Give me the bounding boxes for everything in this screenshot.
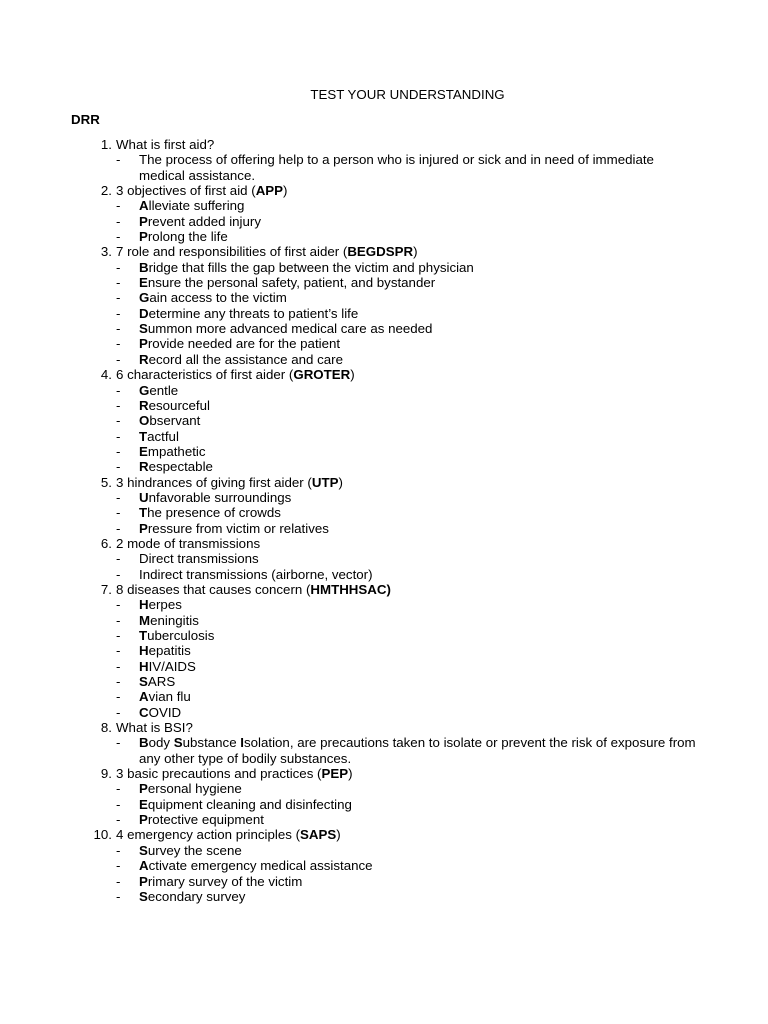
answer-item <box>0 490 699 505</box>
bold-text: P <box>139 229 148 245</box>
answer-item <box>0 613 699 628</box>
answer-item <box>0 505 699 520</box>
page-title: TEST YOUR UNDERSTANDING <box>310 87 505 102</box>
dash-bullet: - <box>116 428 121 444</box>
text-run: quipment cleaning and disinfecting <box>147 796 352 812</box>
text-run: ody <box>148 735 174 751</box>
text-run: 3 objectives of first aid ( <box>116 183 256 199</box>
bold-text: E <box>139 275 148 291</box>
answer-item <box>0 597 699 612</box>
text-run: esourceful <box>148 397 210 413</box>
text-run: ummon more advanced medical care as needed <box>147 321 433 337</box>
dash-bullet: - <box>116 413 121 429</box>
text-run: Indirect transmissions (airborne, vector) <box>139 566 373 582</box>
dash-bullet: - <box>116 796 121 812</box>
question-item <box>0 367 768 382</box>
bold-text: S <box>139 674 148 690</box>
question-number: 9. <box>100 766 112 782</box>
bold-text: PEP <box>321 766 349 782</box>
text-run: 8 diseases that causes concern ( <box>116 581 311 597</box>
answer-item <box>0 797 699 812</box>
text-run: erpes <box>148 597 182 613</box>
answer-item <box>0 413 699 428</box>
bold-text: I <box>240 735 244 751</box>
text-run: entle <box>149 382 179 398</box>
dash-bullet: - <box>116 689 121 705</box>
text-run: 3 hindrances of giving first aider ( <box>116 474 312 490</box>
bold-text: S <box>139 888 148 904</box>
question-number: 1. <box>100 137 112 152</box>
text-run: 3 basic precautions and practices ( <box>116 766 322 782</box>
text-run: 7 role and responsibilities of first aider ( <box>116 244 348 260</box>
bold-text: T <box>139 628 148 643</box>
section-heading: DRR <box>71 112 100 127</box>
text-run: actful <box>147 428 179 444</box>
answer-item <box>0 275 699 290</box>
bold-text: APP <box>255 183 284 199</box>
bold-text: R <box>139 459 149 475</box>
answer-item <box>0 889 699 904</box>
dash-bullet: - <box>116 321 121 337</box>
bold-text: G <box>139 382 150 398</box>
bold-text: A <box>139 198 149 214</box>
bold-text: UTP <box>311 474 339 490</box>
text-run: ) <box>413 244 418 260</box>
text-run: ridge that fills the gap between the victim and physician <box>148 259 474 275</box>
dash-bullet: - <box>116 213 121 229</box>
question-number: 2. <box>100 183 112 199</box>
text-run: urvey the scene <box>147 842 242 858</box>
bold-text: A <box>139 689 149 705</box>
bold-text: H <box>139 597 149 613</box>
question-item <box>0 137 768 152</box>
dash-bullet: - <box>116 612 121 628</box>
bold-text: E <box>139 796 148 812</box>
text-run: ressure from victim or relatives <box>147 520 329 536</box>
answer-item <box>0 429 699 444</box>
dash-bullet: - <box>116 674 121 690</box>
dash-bullet: - <box>116 842 121 858</box>
dash-bullet: - <box>116 459 121 475</box>
bold-text: H <box>139 658 149 674</box>
bold-text: B <box>139 735 149 751</box>
text-run: epatitis <box>148 643 191 659</box>
bold-text: HMTHHSAC) <box>310 581 391 597</box>
answer-item <box>0 214 699 229</box>
bold-text: BEGDSPR <box>347 244 414 260</box>
dash-bullet: - <box>116 505 121 521</box>
answer-item <box>0 444 699 459</box>
text-run: OVID <box>148 704 182 720</box>
answer-item <box>0 336 699 351</box>
text-run: ) <box>348 766 353 782</box>
text-run: ctivate emergency medical assistance <box>148 858 373 874</box>
answer-item <box>0 306 699 321</box>
text-run: ain access to the victim <box>149 290 287 306</box>
bold-text: P <box>139 213 148 229</box>
text-run: ARS <box>147 674 176 690</box>
answer-item <box>0 321 699 336</box>
answer-item <box>0 383 699 398</box>
question-item <box>0 720 768 735</box>
answer-item <box>0 643 699 658</box>
answer-item <box>0 398 699 413</box>
bold-text: T <box>139 505 148 521</box>
dash-bullet: - <box>116 275 121 291</box>
question-number: 7. <box>100 581 112 597</box>
answer-item <box>0 260 699 275</box>
bold-text: C <box>139 704 149 720</box>
text-run: revent added injury <box>147 213 261 229</box>
text-run: What is BSI? <box>116 720 193 736</box>
answer-item <box>0 521 699 536</box>
answer-item <box>0 689 699 704</box>
dash-bullet: - <box>116 873 121 889</box>
dash-bullet: - <box>116 704 121 720</box>
bold-text: P <box>139 520 148 536</box>
question-item <box>0 183 768 198</box>
answer-item <box>0 843 699 858</box>
question-item <box>0 536 768 551</box>
bold-text: R <box>139 397 149 413</box>
text-run: rimary survey of the victim <box>147 873 303 889</box>
answer-item <box>0 628 699 643</box>
question-item <box>0 475 768 490</box>
question-item <box>0 582 768 597</box>
text-run: mpathetic <box>147 443 206 459</box>
text-run: he presence of crowds <box>147 505 281 521</box>
dash-bullet: - <box>116 566 121 582</box>
answer-item <box>0 229 699 244</box>
bold-text: E <box>139 443 148 459</box>
dash-bullet: - <box>116 336 121 352</box>
bold-text: P <box>139 873 148 889</box>
text-run: econdary survey <box>147 888 246 904</box>
answer-item <box>0 352 699 367</box>
answer-item <box>0 874 699 889</box>
text-run: ecord all the assistance and care <box>148 351 344 367</box>
text-run: uberculosis <box>147 628 215 643</box>
text-run: rotective equipment <box>147 812 264 828</box>
answer-item <box>0 781 699 796</box>
dash-bullet: - <box>116 397 121 413</box>
dash-bullet: - <box>116 658 121 674</box>
text-run: ) <box>338 474 343 490</box>
question-number: 6. <box>100 535 112 551</box>
dash-bullet: - <box>116 812 121 828</box>
bold-text: S <box>139 321 148 337</box>
answer-item <box>0 735 699 766</box>
dash-bullet: - <box>116 643 121 659</box>
text-run: ersonal hygiene <box>147 781 242 797</box>
text-run: 2 mode of transmissions <box>116 535 261 551</box>
bold-text: S <box>173 735 183 751</box>
bold-text: G <box>139 290 150 306</box>
bold-text: U <box>139 489 149 505</box>
text-run: solation, are precautions taken to isolate or prevent the risk of exposure from any other type of bodily substances. <box>139 735 696 766</box>
question-number: 3. <box>100 244 112 260</box>
dash-bullet: - <box>116 198 121 214</box>
question-number: 4. <box>100 367 112 383</box>
answer-item <box>0 152 699 183</box>
dash-bullet: - <box>116 305 121 321</box>
question-item <box>0 827 768 842</box>
bold-text: T <box>139 428 148 444</box>
bold-text: A <box>139 858 149 874</box>
dash-bullet: - <box>116 489 121 505</box>
text-run: What is first aid? <box>116 137 215 152</box>
bold-text: R <box>139 351 149 367</box>
bold-text: P <box>139 781 148 797</box>
answer-item <box>0 459 699 474</box>
dash-bullet: - <box>116 520 121 536</box>
question-item <box>0 244 768 259</box>
answer-item <box>0 198 699 213</box>
dash-bullet: - <box>116 735 121 751</box>
text-run: IV/AIDS <box>148 658 196 674</box>
dash-bullet: - <box>116 351 121 367</box>
answer-item <box>0 551 699 566</box>
answer-item <box>0 705 699 720</box>
bold-text: M <box>139 612 151 628</box>
text-run: 4 emergency action principles ( <box>116 827 301 843</box>
dash-bullet: - <box>116 382 121 398</box>
text-run: ubstance <box>182 735 241 751</box>
dash-bullet: - <box>116 628 121 643</box>
bold-text: P <box>139 336 148 352</box>
answer-item <box>0 659 699 674</box>
text-run: nfavorable surroundings <box>148 489 292 505</box>
text-run: The process of offering help to a person who is injured or sick and in need of immediate medical assistance. <box>139 152 654 183</box>
bold-text: GROTER <box>293 367 351 383</box>
text-run: bservant <box>149 413 201 429</box>
bold-text: H <box>139 643 149 659</box>
bold-text: B <box>139 259 149 275</box>
text-run: eningitis <box>150 612 199 628</box>
dash-bullet: - <box>116 290 121 306</box>
text-run: rolong the life <box>147 229 228 245</box>
answer-item <box>0 858 699 873</box>
text-run: espectable <box>148 459 213 475</box>
answer-item <box>0 812 699 827</box>
question-list <box>0 137 768 904</box>
dash-bullet: - <box>116 551 121 567</box>
answer-item <box>0 674 699 689</box>
dash-bullet: - <box>116 888 121 904</box>
answer-item <box>0 567 699 582</box>
dash-bullet: - <box>116 781 121 797</box>
text-run: etermine any threats to patient’s life <box>148 305 359 321</box>
question-item <box>0 766 768 781</box>
text-run: ) <box>336 827 341 843</box>
question-number: 8. <box>100 720 112 736</box>
text-run: ) <box>350 367 355 383</box>
dash-bullet: - <box>116 443 121 459</box>
question-number: 10. <box>93 827 112 843</box>
answer-item <box>0 290 699 305</box>
text-run: rovide needed are for the patient <box>147 336 341 352</box>
text-run: vian flu <box>148 689 191 705</box>
text-run: nsure the personal safety, patient, and bystander <box>147 275 436 291</box>
bold-text: SAPS <box>300 827 337 843</box>
dash-bullet: - <box>116 259 121 275</box>
bold-text: D <box>139 305 149 321</box>
bold-text: O <box>139 413 150 429</box>
text-run: Direct transmissions <box>139 551 259 567</box>
dash-bullet: - <box>116 229 121 245</box>
text-run: lleviate suffering <box>148 198 245 214</box>
text-run: ) <box>283 183 288 199</box>
bold-text: S <box>139 842 148 858</box>
text-run: 6 characteristics of first aider ( <box>116 367 294 383</box>
dash-bullet: - <box>116 858 121 874</box>
dash-bullet: - <box>116 597 121 613</box>
dash-bullet: - <box>116 152 121 168</box>
question-number: 5. <box>100 474 112 490</box>
bold-text: P <box>139 812 148 828</box>
